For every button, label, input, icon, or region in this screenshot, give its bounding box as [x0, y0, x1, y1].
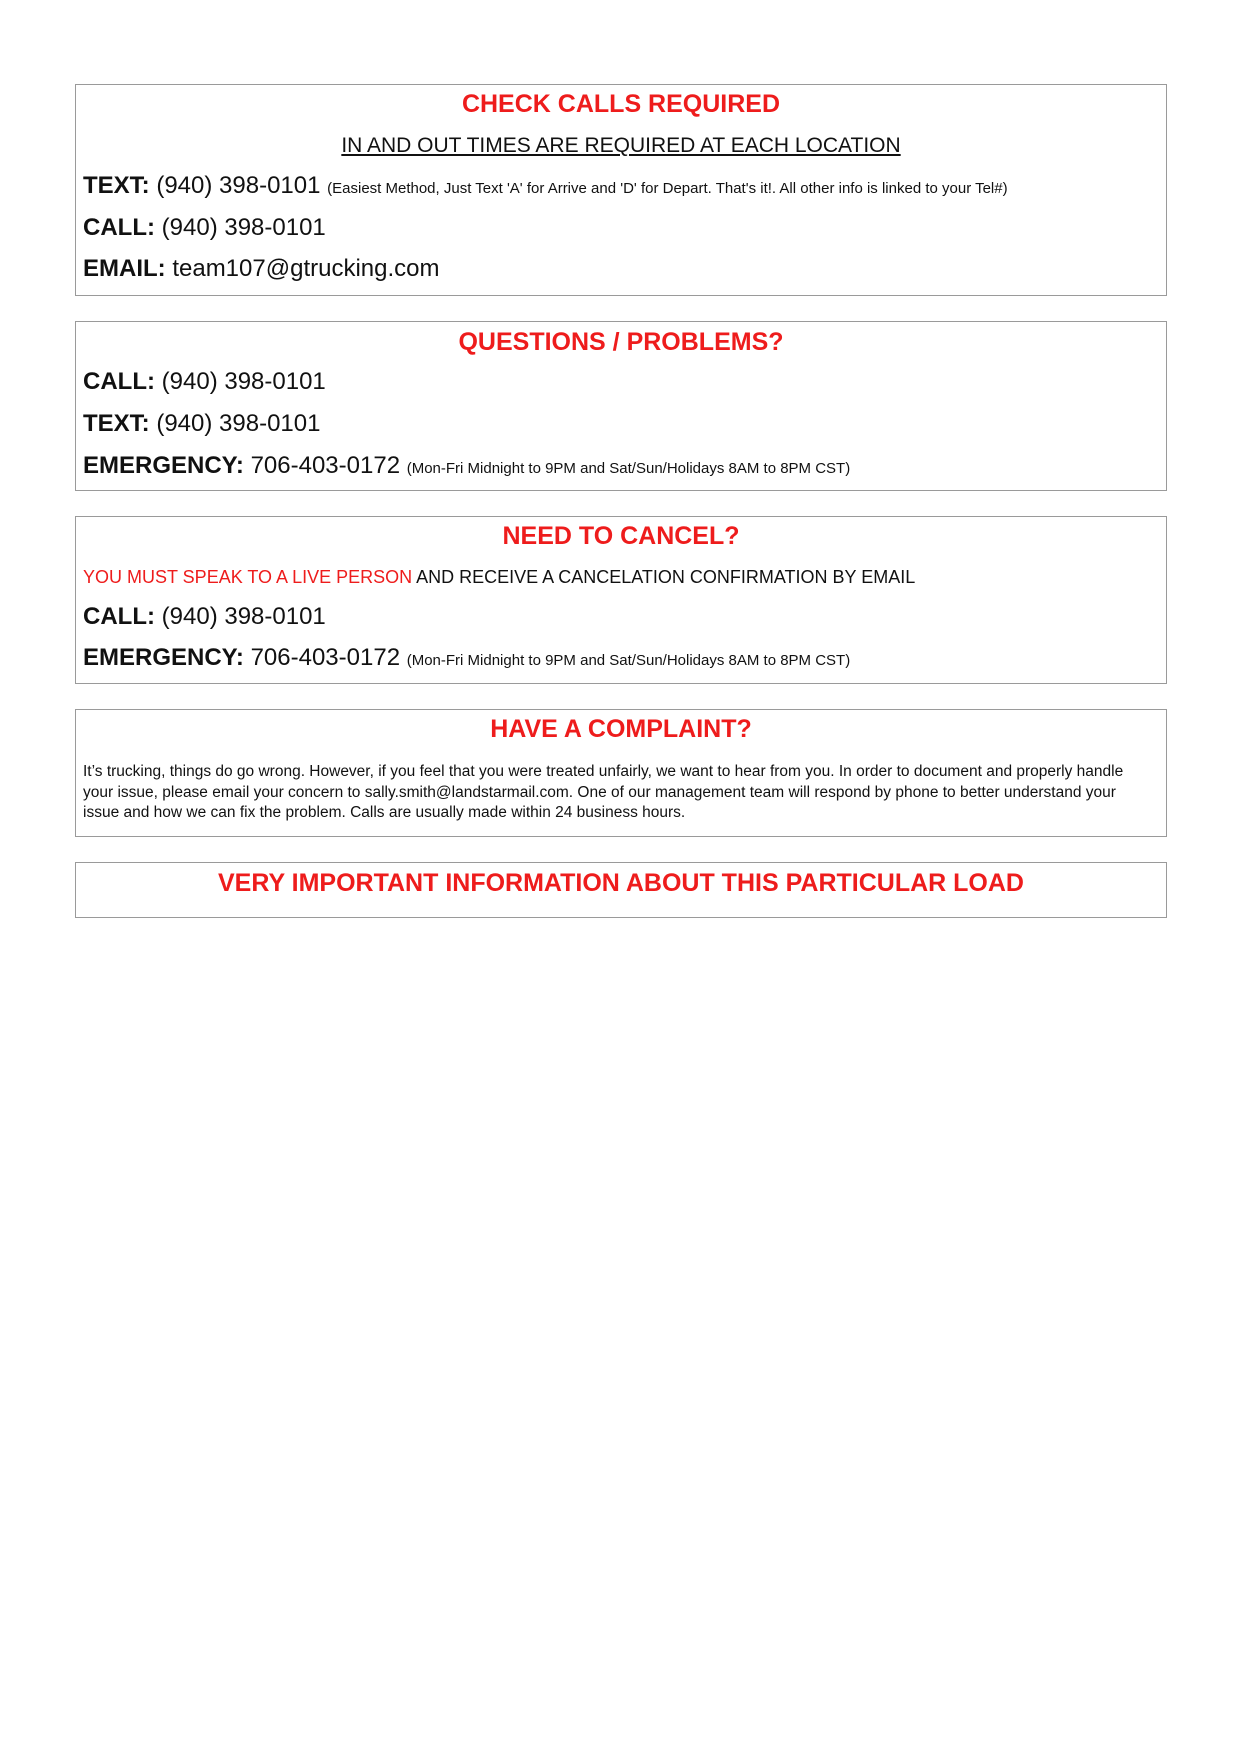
cancel-warning: [83, 565, 1159, 589]
cancel-warning-red: YOU MUST SPEAK TO A LIVE PERSON: [83, 567, 413, 587]
call-label: CALL:: [83, 603, 155, 630]
check-calls-subtitle: IN AND OUT TIMES ARE REQUIRED AT EACH LOCATION: [341, 134, 901, 157]
questions-text-line: [83, 409, 1159, 439]
cancel-warning-rest: AND RECEIVE A CANCELATION CONFIRMATION BY EMAIL: [416, 567, 916, 587]
complaint-section: [75, 709, 1167, 837]
check-calls-title: CHECK CALLS REQUIRED: [461, 90, 781, 118]
emergency-note: (Mon-Fri Midnight to 9PM and Sat/Sun/Holidays 8AM to 8PM CST): [406, 652, 851, 669]
text-note: (Easiest Method, Just Text 'A' for Arrive and 'D' for Depart. That's it!. All other info is linked to your Tel#): [327, 180, 1008, 197]
call-label: CALL:: [83, 368, 155, 395]
questions-emergency-line: [83, 451, 1159, 484]
complaint-body: It’s trucking, things do go wrong. However, if you feel that you were treated unfairly, we want to hear from you. In order to document and properly handle your issue, please email your concern to sally.smith@landstarmail.com. One of our management team will respond by phone to better understand your issue and how we can fix the problem. Calls are usually made within 24 business hours.: [83, 763, 1124, 821]
important-info-section: [75, 862, 1167, 918]
email-label: EMAIL:: [83, 255, 166, 282]
cancel-call-line: [83, 602, 1159, 632]
text-label: TEXT:: [83, 410, 150, 437]
call-number: (940) 398-0101: [161, 214, 326, 241]
emergency-label: EMERGENCY:: [83, 644, 244, 671]
call-number: (940) 398-0101: [161, 368, 326, 395]
questions-section: [75, 321, 1167, 491]
call-label: CALL:: [83, 214, 155, 241]
questions-call-line: [83, 367, 1159, 397]
emergency-label: EMERGENCY:: [83, 452, 244, 479]
important-info-title: VERY IMPORTANT INFORMATION ABOUT THIS PARTICULAR LOAD: [218, 869, 1024, 897]
call-number: (940) 398-0101: [161, 603, 326, 630]
cancel-title: NEED TO CANCEL?: [502, 522, 740, 550]
check-calls-call-line: [83, 213, 1159, 243]
text-number: (940) 398-0101: [156, 410, 321, 437]
text-label: TEXT:: [83, 172, 150, 199]
questions-title: QUESTIONS / PROBLEMS?: [458, 328, 784, 356]
text-number: (940) 398-0101: [156, 172, 321, 199]
emergency-note: (Mon-Fri Midnight to 9PM and Sat/Sun/Holidays 8AM to 8PM CST): [406, 460, 851, 477]
check-calls-email-line: [83, 254, 1159, 284]
emergency-number: 706-403-0172: [250, 644, 401, 671]
cancel-emergency-line: [83, 643, 1159, 676]
complaint-title: HAVE A COMPLAINT?: [490, 715, 752, 743]
cancel-section: [75, 516, 1167, 684]
check-calls-text-line: [83, 171, 1159, 204]
emergency-number: 706-403-0172: [250, 452, 401, 479]
check-calls-section: [75, 84, 1167, 296]
email-value: team107@gtrucking.com: [172, 255, 440, 282]
